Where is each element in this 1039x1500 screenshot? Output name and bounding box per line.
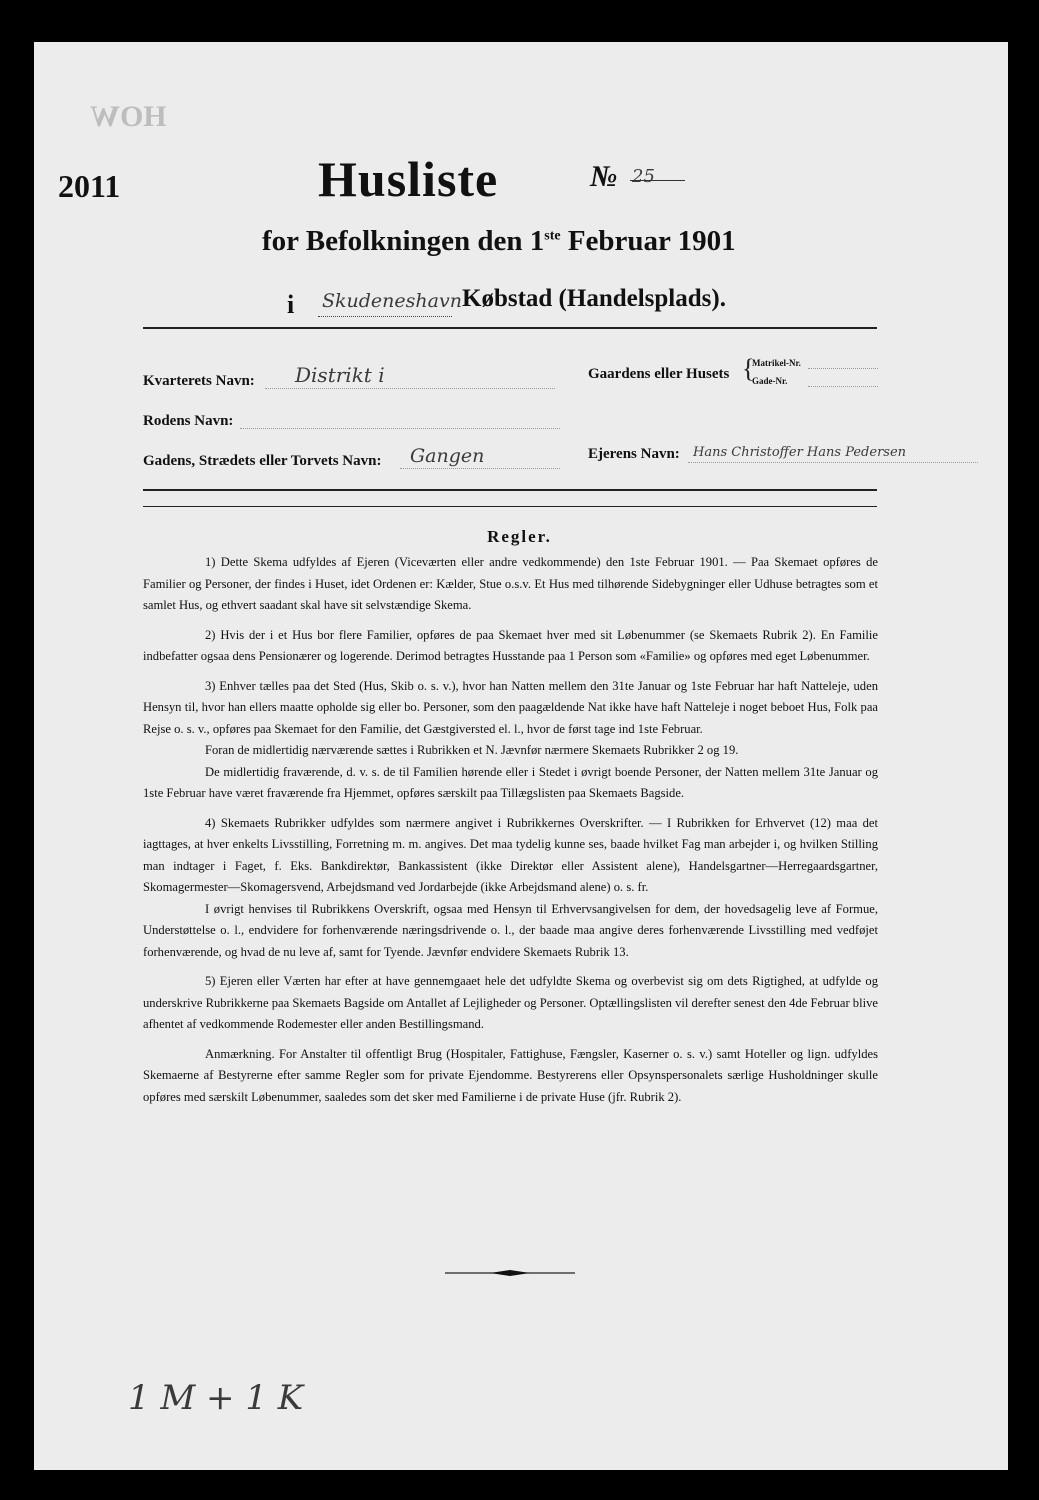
- rules-heading: Regler.: [487, 527, 552, 546]
- rule-4-note: I øvrigt henvises til Rubrikkens Overskrift, ogsaa med Hensyn til Erhvervsangivelsen for dem, der hovedsagelig leve af Formue, Understøttelse o. l., endvidere for forhenværende næringsdrivende o. l., der baade maa angive deres forhenværende Livsstilling med vedføjet forhenværende, og hvad de nu leve af, samt for Tyende. Jævnfør endvidere Skemaets Rubrik 13.: [143, 901, 878, 959]
- kvarter-value: Distrikt i: [295, 363, 385, 387]
- gade-navn-value: Gangen: [410, 445, 485, 467]
- matrikel-label: Matrikel-Nr.: [752, 358, 801, 368]
- mid-rule-2: [143, 506, 877, 507]
- roden-label: Rodens Navn:: [143, 413, 234, 429]
- city-prefix: i: [287, 290, 295, 319]
- remark: Anmærkning. For Anstalter til offentligt Brug (Hospitaler, Fattighuse, Fængsler, Kaserner o. s. v.) samt Hoteller og lign. udfyldes Skemaerne af Bestyrerne efter samme Regler som for private Ejendomme. Bestyrerens eller Opsynspersonalets særlige Husholdninger skulle opføres med særskilt Løbenummer, saaledes som det sker med Familierne i de private Huse (jfr. Rubrik 2).: [143, 1046, 878, 1104]
- gaard-label: Gaardens eller Husets: [588, 366, 730, 382]
- kvarter-label: Kvarterets Navn:: [143, 373, 255, 389]
- subtitle-sup: ste: [544, 228, 561, 244]
- rule-5: 5) Ejeren eller Værten har efter at have gennemgaaet hele det udfyldte Skema og overbevist sig om dets Rigtighed, at udfylde og underskrive Rubrikkerne paa Skemaets Bagside om Antallet af Lejligheder og Personer. Optællingslisten vil derefter senest den 4de Februar blive afhentet af vedkommende Rodemester eller anden Bestillingsmand.: [143, 974, 878, 1031]
- kvarter-line: [265, 388, 555, 389]
- subtitle: [262, 225, 736, 258]
- rule-1: 1) Dette Skema udfyldes af Ejeren (Viceværten eller andre vedkommende) den 1ste Februar 1901. — Paa Skemaet opføres de Familier og Personer, der findes i Huset, idet Ordenen er: Kælder, Stue o.s.v. Et Hus med tilhørende Sidebygninger eller Udhuse betragtes som et samlet Hus, og ethvert saadant skal have sit selvstændige Skema.: [143, 555, 878, 612]
- brace-icon: {: [742, 354, 755, 383]
- matrikel-line: [808, 368, 878, 369]
- bleed-through-text: HOW: [90, 100, 167, 133]
- ejer-label: Ejerens Navn:: [588, 446, 680, 462]
- gade-navn-label: Gadens, Strædets eller Torvets Navn:: [143, 453, 382, 469]
- gade-nr-line: [808, 386, 878, 387]
- rule-4: 4) Skemaets Rubrikker udfyldes som nærmere angivet i Rubrikkernes Overskrifter. — I Rubrikken for Erhvervet (12) maa det iagttages, at hver enkelts Livsstilling, Forretning m. m. angives. Det maa tydelig kunne ses, baade hvilket Fag man arbejder i, og hvilken Stilling man indtager i Faget, f. Eks. Bankdirektør, Bankassistent (ikke Direktør eller Assistent alene), Handelsgartner—Herregaardsgartner, Skomagermester—Skomagersvend, Arbejdsmand ved Jordarbejde (ikke Arbejdsmand alene) o. s. fr.: [143, 815, 878, 894]
- rules-body: [143, 552, 878, 1116]
- mid-rule-1: [143, 489, 877, 491]
- subtitle-prefix: for Befolkningen den 1: [262, 225, 545, 257]
- rule-3: 3) Enhver tælles paa det Sted (Hus, Skib o. s. v.), hvor han Natten mellem den 31te Januar og 1ste Februar har haft Natteleje, uden Hensyn til, hvor han ellers maatte opholde sig eller bo. Personer, som den paagældende Nat ikke have haft Natteleje i noget beboet Hus, Folk paa Rejse o. s. v., opføres paa Skemaet for den Familie, det Gæstgiversted el. l., hvor de først tage ind 1ste Februar.: [143, 678, 878, 736]
- archive-stamp: 2011: [58, 168, 121, 204]
- ornament-divider-icon: [445, 1268, 575, 1278]
- page-title: Husliste: [318, 151, 499, 207]
- gade-nr-label: Gade-Nr.: [752, 376, 788, 386]
- ejer-value: Hans Christoffer Hans Pedersen: [693, 445, 907, 460]
- roden-line: [240, 428, 560, 429]
- city-line: [318, 316, 452, 317]
- rule-2: 2) Hvis der i et Hus bor flere Familier, opføres de paa Skemaet hver med sit Løbenummer (se Skemaets Rubrik 2). En Familie indbefatter ogsaa dens Pensionærer og logerende. Derimod betragtes Husstande paa 1 Person som «Familie» og opføres med eget Løbenummer.: [143, 627, 878, 663]
- number-label: №: [590, 160, 618, 193]
- city-handwritten: Skudeneshavn: [322, 290, 462, 312]
- rule-3-note-b: De midlertidig fraværende, d. v. s. de til Familien hørende eller i Stedet i øvrigt boende Personer, der Natten mellem 31te Januar og 1ste Februar have været fraværende fra Hjemmet, opføres særskilt paa Tillægslisten paa Skemaets Bagside.: [143, 764, 878, 800]
- city-suffix: Købstad (Handelsplads).: [462, 285, 726, 312]
- subtitle-suffix: Februar 1901: [567, 225, 736, 257]
- rule-3-note-a: Foran de midlertidig nærværende sættes i Rubrikken et N. Jævnfør nærmere Skemaets Rubrikker 2 og 19.: [205, 743, 739, 757]
- number-underline: [630, 180, 685, 181]
- top-rule: [143, 327, 877, 329]
- handwritten-tally: 1 M + 1 K: [128, 1378, 304, 1418]
- ejer-line: [688, 462, 978, 463]
- number-value: 25: [632, 166, 655, 187]
- gade-navn-line: [400, 468, 560, 469]
